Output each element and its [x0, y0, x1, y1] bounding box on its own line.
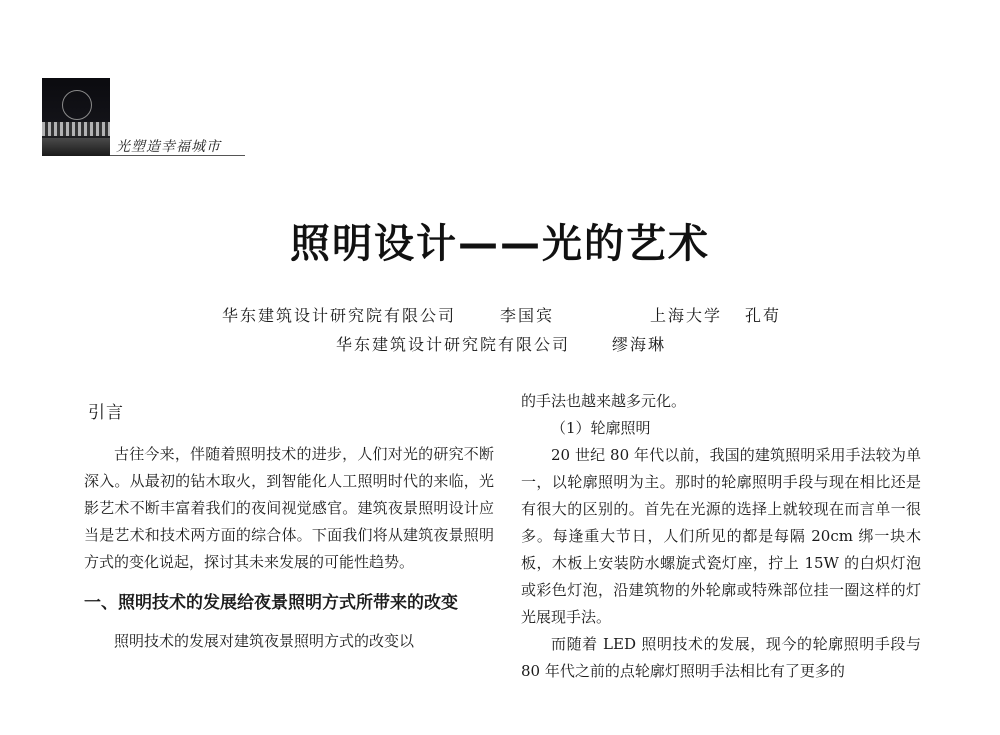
author-org: 华东建筑设计研究院有限公司: [336, 335, 571, 354]
right-column: [521, 388, 921, 685]
author-name: 李国宾: [500, 306, 555, 325]
article-title: 照明设计——光的艺术: [290, 221, 710, 267]
body-paragraph: 照明技术的发展对建筑夜景照明方式的改变以: [114, 632, 415, 650]
section-rule: [110, 155, 245, 156]
body-paragraph: 而随着 LED 照明技术的发展，现今的轮廓照明手段与 80 年代之前的点轮廓灯照明手法相比有了更多的: [521, 635, 921, 680]
body-paragraph: 20 世纪 80 年代以前，我国的建筑照明采用手法较为单一，以轮廓照明为主。那时的轮廓照明手段与现在相比还是有很大的区别的。首先在光源的选择上就较现在而言单一很多。每逢重大节日，人们所见的都是每隔 20cm 绑一块木板，木板上安装防水螺旋式瓷灯座，拧上 15W 的白炽灯泡或彩色灯泡，沿建筑物的外轮廓或特殊部位挂一圈这样的灯光展现手法。: [521, 446, 921, 626]
intro-paragraph: 古往今来，伴随着照明技术的进步，人们对光的研究不断深入。从最初的钻木取火，到智能化人工照明时代的来临，光影艺术不断丰富着我们的夜间视觉感官。建筑夜景照明设计应当是艺术和技术两方面的综合体。下面我们将从建筑夜景照明方式的变化说起，探讨其未来发展的可能性趋势。: [84, 445, 494, 571]
city-lights-graphic: [42, 122, 110, 136]
section-heading: 一、照明技术的发展给夜景照明方式所带来的改变: [84, 593, 458, 613]
subsection-heading: （1）轮廓照明: [551, 419, 651, 437]
section-tag: 光塑造幸福城市: [116, 139, 221, 155]
left-column: [84, 400, 494, 655]
water-reflection-graphic: [42, 138, 110, 156]
header-photo: [42, 78, 110, 156]
author-name: 缪海琳: [612, 335, 667, 354]
author-org: 上海大学: [650, 306, 723, 325]
author-org: 华东建筑设计研究院有限公司: [222, 306, 457, 325]
author-name: 孔荀: [745, 306, 782, 325]
intro-heading: 引言: [88, 403, 124, 423]
continuation-text: 的手法也越来越多元化。: [521, 392, 687, 410]
ferris-wheel-icon: [62, 90, 92, 120]
